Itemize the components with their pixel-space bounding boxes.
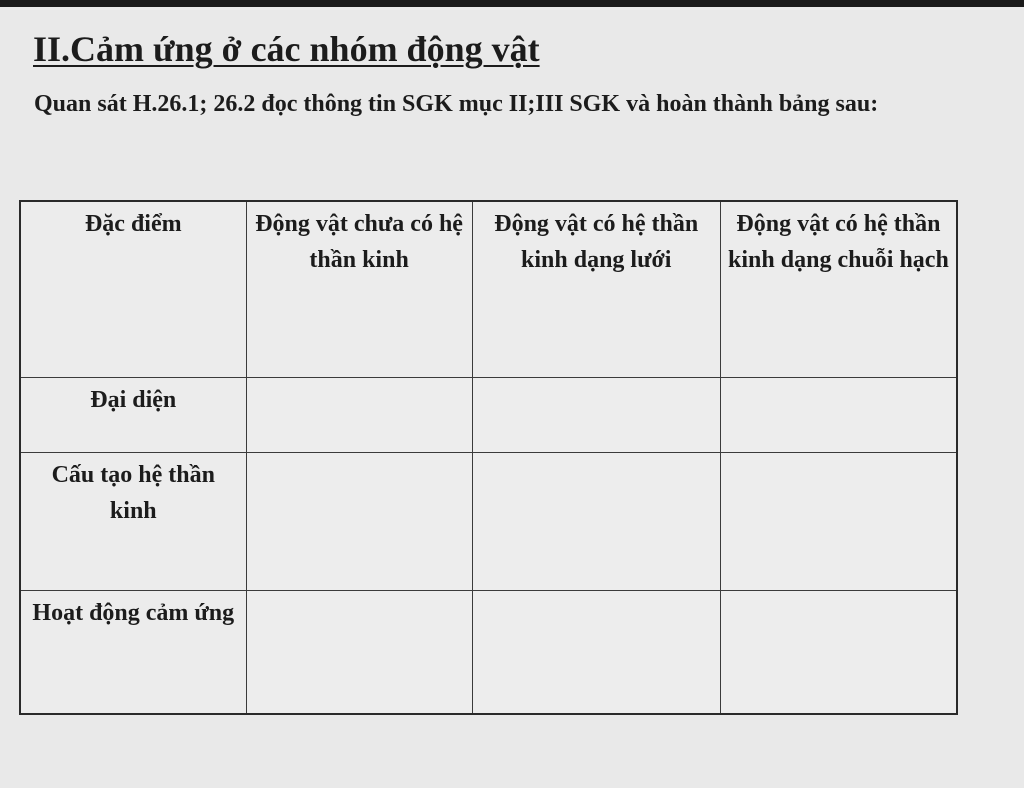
header-feature: Đặc điểm [20, 201, 246, 377]
instruction-text: Quan sát H.26.1; 26.2 đọc thông tin SGK mục II;III SGK và hoàn thành bảng sau: [34, 91, 879, 117]
answer-cell [472, 377, 720, 452]
header-net-nervous-system: Động vật có hệ thần kinh dạng lưới [472, 201, 720, 377]
table-row [20, 452, 957, 590]
answer-cell [472, 590, 720, 714]
row-label-activity: Hoạt động cảm ứng [20, 590, 246, 714]
answer-cell [246, 377, 472, 452]
table-header-row [20, 201, 957, 377]
answer-cell [720, 377, 957, 452]
header-ganglion-nervous-system: Động vật có hệ thần kinh dạng chuỗi hạch [720, 201, 957, 377]
table-row [20, 377, 957, 452]
table-row [20, 590, 957, 714]
answer-cell [720, 590, 957, 714]
top-border-bar [0, 0, 1024, 7]
section-title: II.Cảm ứng ở các nhóm động vật [33, 29, 540, 69]
row-label-representative: Đại diện [20, 377, 246, 452]
answer-cell [246, 590, 472, 714]
answer-cell [246, 452, 472, 590]
row-label-structure: Cấu tạo hệ thần kinh [20, 452, 246, 590]
comparison-table [19, 200, 958, 715]
answer-cell [720, 452, 957, 590]
header-no-nervous-system: Động vật chưa có hệ thần kinh [246, 201, 472, 377]
answer-cell [472, 452, 720, 590]
